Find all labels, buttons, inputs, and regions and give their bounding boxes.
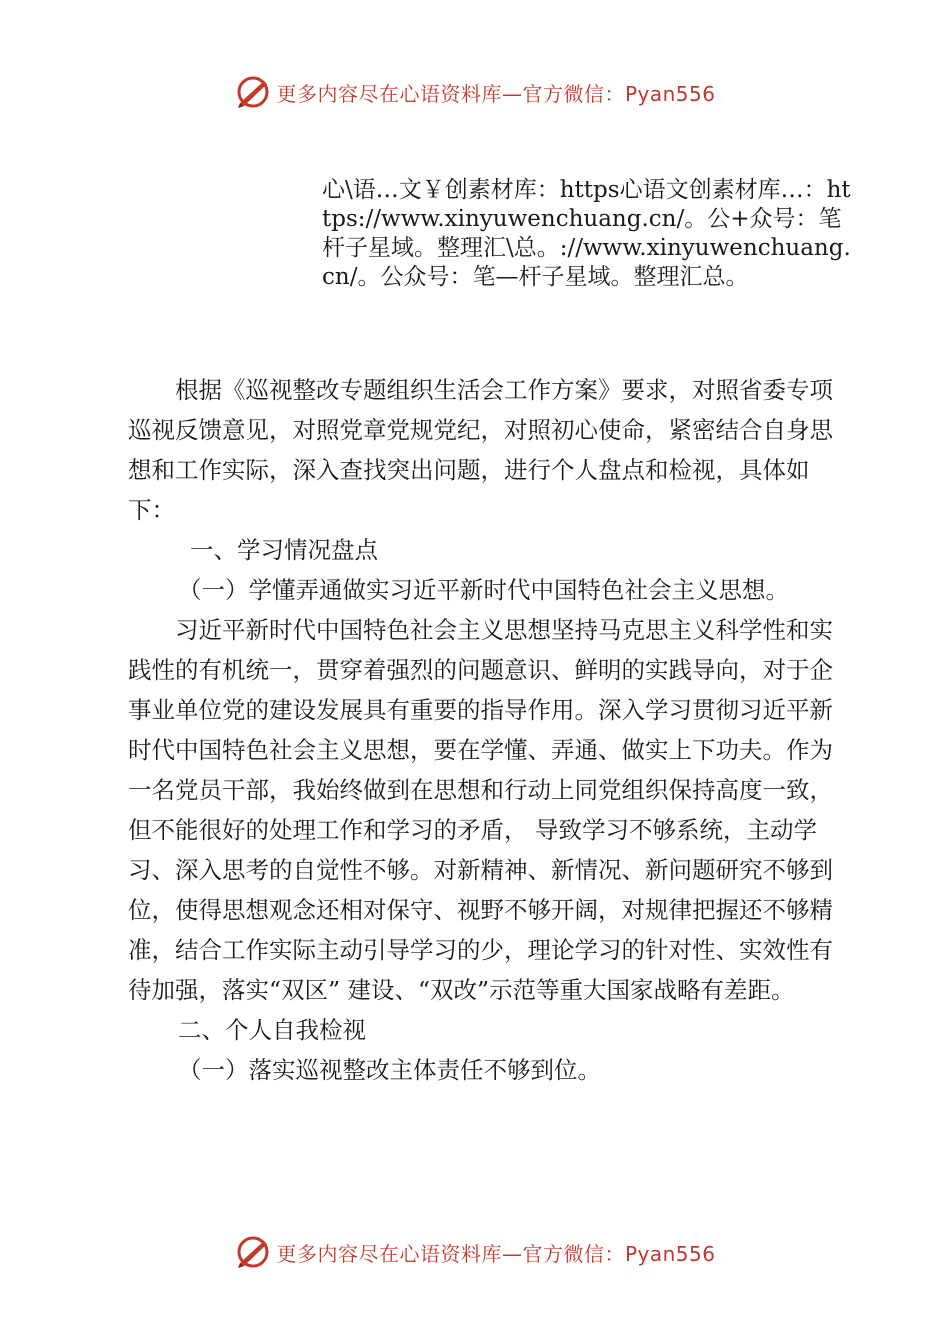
section-heading-1: 一、学习情况盘点 <box>190 536 378 564</box>
footer-banner-text: 更多内容尽在心语资料库—官方微信：Pyan556 <box>276 1241 716 1266</box>
source-note: 心\语…文￥创素材库：https心语文创素材库…：https://www.xinyuwenchuang.cn/。公+众号：笔杆子星域。整理汇\总。://www.xinyuwenchuang.cn/。公众号：笔—杆子星域。整理汇总。 <box>322 177 851 290</box>
pen-circle-logo-icon <box>234 1233 272 1271</box>
pen-circle-logo-icon <box>234 73 272 111</box>
body-paragraph-1: 习近平新时代中国特色社会主义思想坚持马克思主义科学性和实践性的有机统一，贯穿着强烈的问题意识、鲜明的实践导向，对于企事业单位党的建设发展具有重要的指导作用。深入学习贯彻习近平新时代中国特色社会主义思想，要在学懂、弄通、做实上下功夫。作为一名党员干部，我始终做到在思想和行动上同党组织保持高度一致，但不能很好的处理工作和学习的矛盾， 导致学习不够系统，主动学习、深入思考的自觉性不够。对新精神、新情况、新问题研究不够到位，使得思想观念还相对保守、视野不够开阔，对规律把握还不够精准，结合工作实际主动引导学习的少，理论学习的针对性、实效性有待加强，落实“双区” 建设、“双改”示范等重大国家战略有差距。 <box>128 616 833 1004</box>
subsection-heading-1: （一）学懂弄通做实习近平新时代中国特色社会主义思想。 <box>178 576 789 604</box>
intro-paragraph: 根据《巡视整改专题组织生活会工作方案》要求，对照省委专项巡视反馈意见，对照党章党规党纪，对照初心使命，紧密结合自身思想和工作实际，深入查找突出问题，进行个人盘点和检视，具体如下： <box>128 376 833 524</box>
subsection-heading-2: （一）落实巡视整改主体责任不够到位。 <box>178 1056 601 1084</box>
header-banner <box>0 70 950 114</box>
footer-banner <box>0 1230 950 1274</box>
document-body <box>128 370 844 1090</box>
section-heading-2: 二、个人自我检视 <box>178 1016 366 1044</box>
header-banner-text: 更多内容尽在心语资料库—官方微信：Pyan556 <box>276 81 716 106</box>
